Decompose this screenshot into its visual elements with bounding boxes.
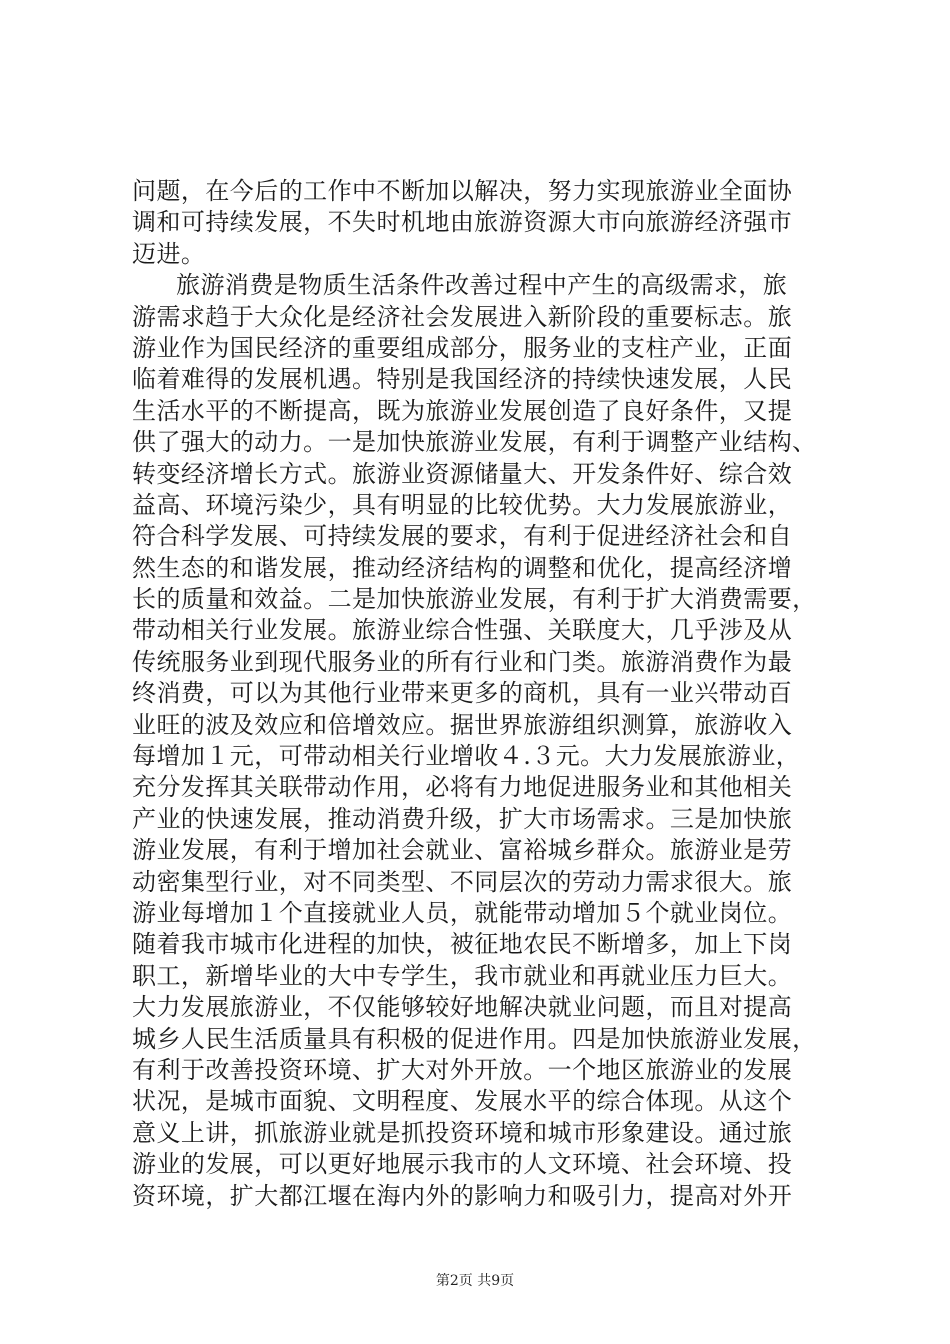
text-line: 然生态的和谐发展，推动经济结构的调整和优化，提高经济增 bbox=[132, 553, 793, 582]
text-line: 传统服务业到现代服务业的所有行业和门类。旅游消费作为最 bbox=[132, 647, 793, 676]
text-line: 长的质量和效益。二是加快旅游业发展，有利于扩大消费需要， bbox=[132, 585, 817, 614]
text-line: 随着我市城市化进程的加快，被征地农民不断增多，加上下岗 bbox=[132, 930, 793, 959]
text-line: 问题，在今后的工作中不断加以解决，努力实现旅游业全面协 bbox=[132, 177, 793, 205]
text-line: 有利于改善投资环境、扩大对外开放。一个地区旅游业的发展 bbox=[132, 1055, 793, 1084]
text-line: 状况，是城市面貌、文明程度、发展水平的综合体现。从这个 bbox=[132, 1087, 793, 1116]
text-line: 转变经济增长方式。旅游业资源储量大、开发条件好、综合效 bbox=[132, 459, 793, 488]
text-line: 游业作为国民经济的重要组成部分，服务业的支柱产业，正面 bbox=[132, 333, 793, 362]
text-line: 游需求趋于大众化是经济社会发展进入新阶段的重要标志。旅 bbox=[132, 302, 793, 331]
text-line: 调和可持续发展，不失时机地由旅游资源大市向旅游经济强市 bbox=[132, 208, 793, 237]
text-line: 带动相关行业发展。旅游业综合性强、关联度大，几乎涉及从 bbox=[132, 616, 793, 645]
text-line: 业旺的波及效应和倍增效应。据世界旅游组织测算，旅游收入 bbox=[132, 710, 793, 739]
text-line: 资环境，扩大都江堰在海内外的影响力和吸引力，提高对外开 bbox=[132, 1181, 793, 1210]
paragraph-first-line: 旅游消费是物质生活条件改善过程中产生的高级需求，旅 bbox=[176, 271, 788, 300]
text-line: 游业每增加１个直接就业人员，就能带动增加５个就业岗位。 bbox=[132, 898, 793, 927]
text-line: 临着难得的发展机遇。特别是我国经济的持续快速发展，人民 bbox=[132, 365, 793, 394]
text-line: 益高、环境污染少，具有明显的比较优势。大力发展旅游业， bbox=[132, 490, 793, 519]
text-line: 意义上讲，抓旅游业就是抓投资环境和城市形象建设。通过旅 bbox=[132, 1118, 793, 1147]
text-line: 城乡人民生活质量具有积极的促进作用。四是加快旅游业发展， bbox=[132, 1024, 817, 1053]
text-line: 游业的发展，可以更好地展示我市的人文环境、社会环境、投 bbox=[132, 1150, 793, 1179]
text-line: 充分发挥其关联带动作用，必将有力地促进服务业和其他相关 bbox=[132, 773, 793, 802]
text-line: 动密集型行业，对不同类型、不同层次的劳动力需求很大。旅 bbox=[132, 867, 793, 896]
text-line: 终消费，可以为其他行业带来更多的商机，具有一业兴带动百 bbox=[132, 679, 793, 708]
text-line: 迈进。 bbox=[132, 239, 206, 268]
text-line: 每增加１元，可带动相关行业增收４.３元。大力发展旅游业， bbox=[132, 742, 801, 771]
page-number-footer: 第2页 共9页 bbox=[435, 1273, 515, 1289]
text-line: 职工，新增毕业的大中专学生，我市就业和再就业压力巨大。 bbox=[132, 961, 793, 990]
text-line: 游业发展，有利于增加社会就业、富裕城乡群众。旅游业是劳 bbox=[132, 836, 793, 865]
text-line: 大力发展旅游业，不仅能够较好地解决就业问题，而且对提高 bbox=[132, 993, 793, 1022]
text-line: 符合科学发展、可持续发展的要求，有利于促进经济社会和自 bbox=[132, 522, 793, 551]
text-line: 生活水平的不断提高，既为旅游业发展创造了良好条件，又提 bbox=[132, 396, 793, 425]
text-line: 产业的快速发展，推动消费升级，扩大市场需求。三是加快旅 bbox=[132, 804, 793, 833]
text-line: 供了强大的动力。一是加快旅游业发展，有利于调整产业结构、 bbox=[132, 428, 817, 457]
body-text bbox=[132, 176, 832, 1212]
